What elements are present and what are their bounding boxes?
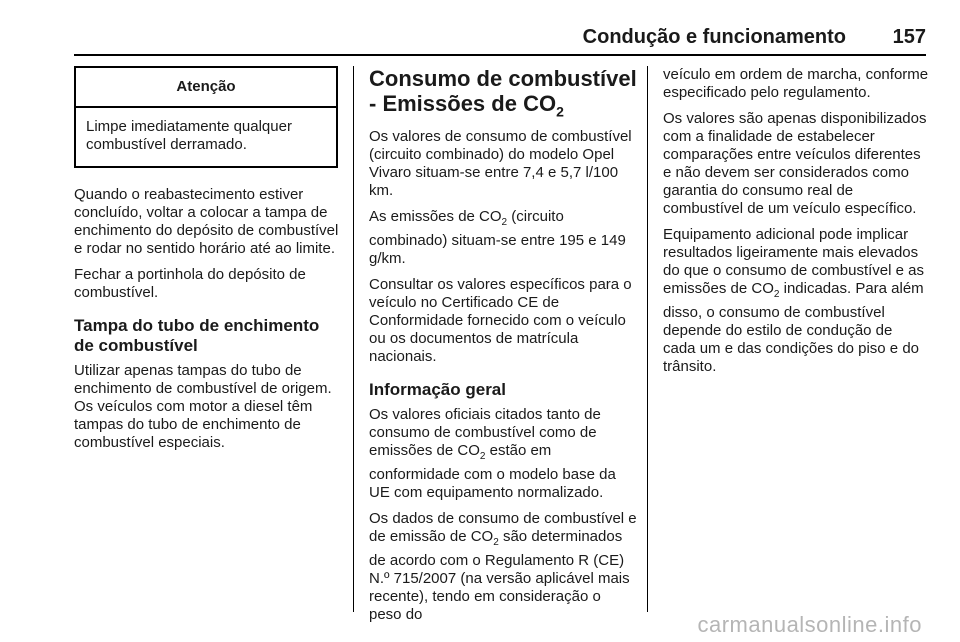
paragraph: Fechar a portinhola do depósito de combustível. [74,266,306,301]
header-rule [74,54,926,56]
paragraph: Consultar os valores específicos para o veículo no Certificado CE de Conformidade fornecido com o veículo ou os documentos de matrícula nacionais. [369,276,632,366]
section-heading: Consumo de combustível - Emissões de $CO_2$ [369,66,637,120]
paragraph: Os valores são apenas disponibilizados com a finalidade de estabelecer comparações entre veículos diferentes e não devem ser considerados como garantia do consumo real de combustível de um veículo específico. [663,110,927,217]
column-divider-1 [353,66,354,612]
column-divider-2 [647,66,648,612]
column-3 [663,66,929,384]
paragraph: Os valores de consumo de combustível (circuito combinado) do modelo Opel Vivaro situam-se entre 7,4 e 5,7 l/100 km. [369,128,632,200]
section-title: Condução e funcionamento [582,26,846,48]
watermark: carmanualsonline.info [697,612,922,637]
paragraph: Quando o reabastecimento estiver concluído, voltar a colocar a tampa de enchimento do depósito de combustível e rodar no sentido horário até ao limite. [74,186,339,257]
paragraph: Os valores oficiais citados tanto de consumo de combustível como de emissões de $CO_2$ estão em conformidade com o modelo base da UE com equipamento normalizado. [369,406,616,502]
paragraph: Os dados de consumo de combustível e de emissão de $CO_2$ são determinados de acordo com o Regulamento R (CE) N.º 715/2007 (na versão aplicável mais recente), tendo em consideração o peso do [369,510,637,624]
column-1 [74,66,340,460]
warning-box [74,66,338,168]
subheading: Tampa do tubo de enchimento de combustível [74,316,320,355]
paragraph: veículo em ordem de marcha, conforme especificado pelo regulamento. [663,66,929,101]
paragraph: Utilizar apenas tampas do tubo de enchimento de combustível de origem. Os veículos com motor a diesel têm tampas do tubo de enchimento de combustível especiais. [74,362,332,451]
page-number: 157 [892,26,926,48]
warning-heading: Atenção [76,68,336,108]
paragraph: Equipamento adicional pode implicar resultados ligeiramente mais elevados do que o consumo de combustível e as emissões de $CO_2$ indicadas. Para além disso, o consumo de combustível depende do estilo de condução de cada um e das condições do piso e do trânsito. [663,226,924,375]
warning-body: Limpe imediatamente qualquer combustível derramado. [86,118,292,153]
paragraph: As emissões de $CO_2$ (circuito combinado) situam-se entre 195 e 149 g/km. [369,208,626,268]
column-2 [369,66,637,632]
subheading: Informação geral [369,380,506,400]
page-header [74,26,926,50]
